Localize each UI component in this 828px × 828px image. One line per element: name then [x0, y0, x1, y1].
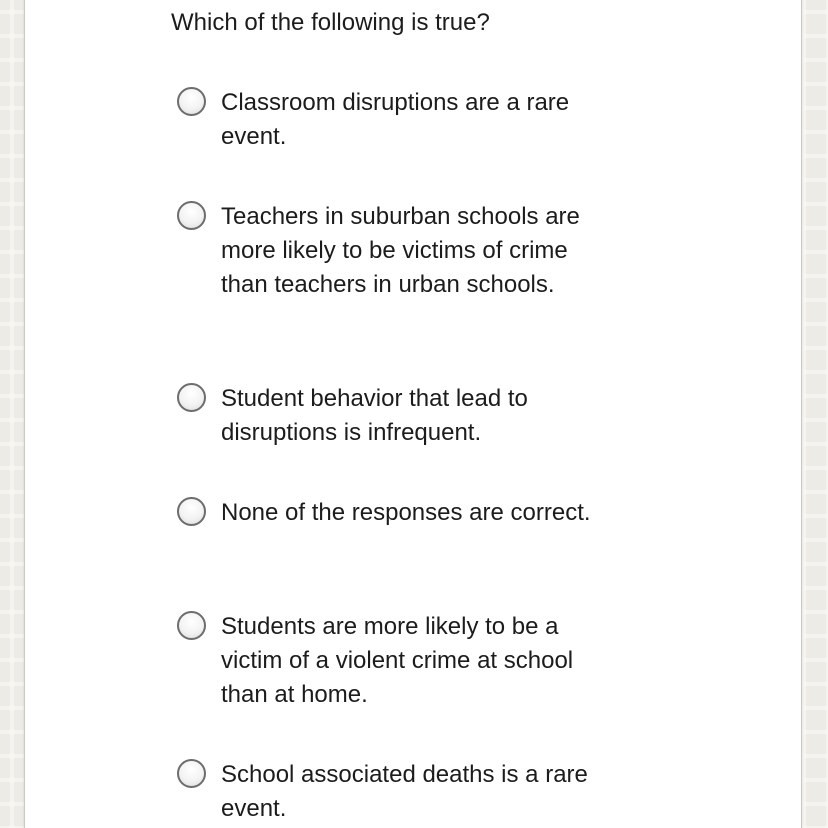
- quiz-card: [24, 0, 802, 828]
- radio-button[interactable]: [177, 87, 206, 116]
- radio-button[interactable]: [177, 383, 206, 412]
- radio-button[interactable]: [177, 759, 206, 788]
- answer-option-label: None of the responses are correct.: [221, 499, 591, 526]
- answer-option-label: Student behavior that lead to disruptions is infrequent.: [221, 385, 528, 446]
- question-text: Which of the following is true?: [171, 9, 490, 36]
- answer-option-label: School associated deaths is a rare event.: [221, 761, 588, 822]
- answer-option-label: Students are more likely to be a victim of a violent crime at school than at home.: [221, 613, 574, 708]
- answer-option-label: Classroom disruptions are a rare event.: [221, 89, 570, 150]
- radio-button[interactable]: [177, 497, 206, 526]
- radio-button[interactable]: [177, 611, 206, 640]
- answer-option-label: Teachers in suburban schools are more likely to be victims of crime than teachers in urban schools.: [221, 203, 580, 298]
- radio-button[interactable]: [177, 201, 206, 230]
